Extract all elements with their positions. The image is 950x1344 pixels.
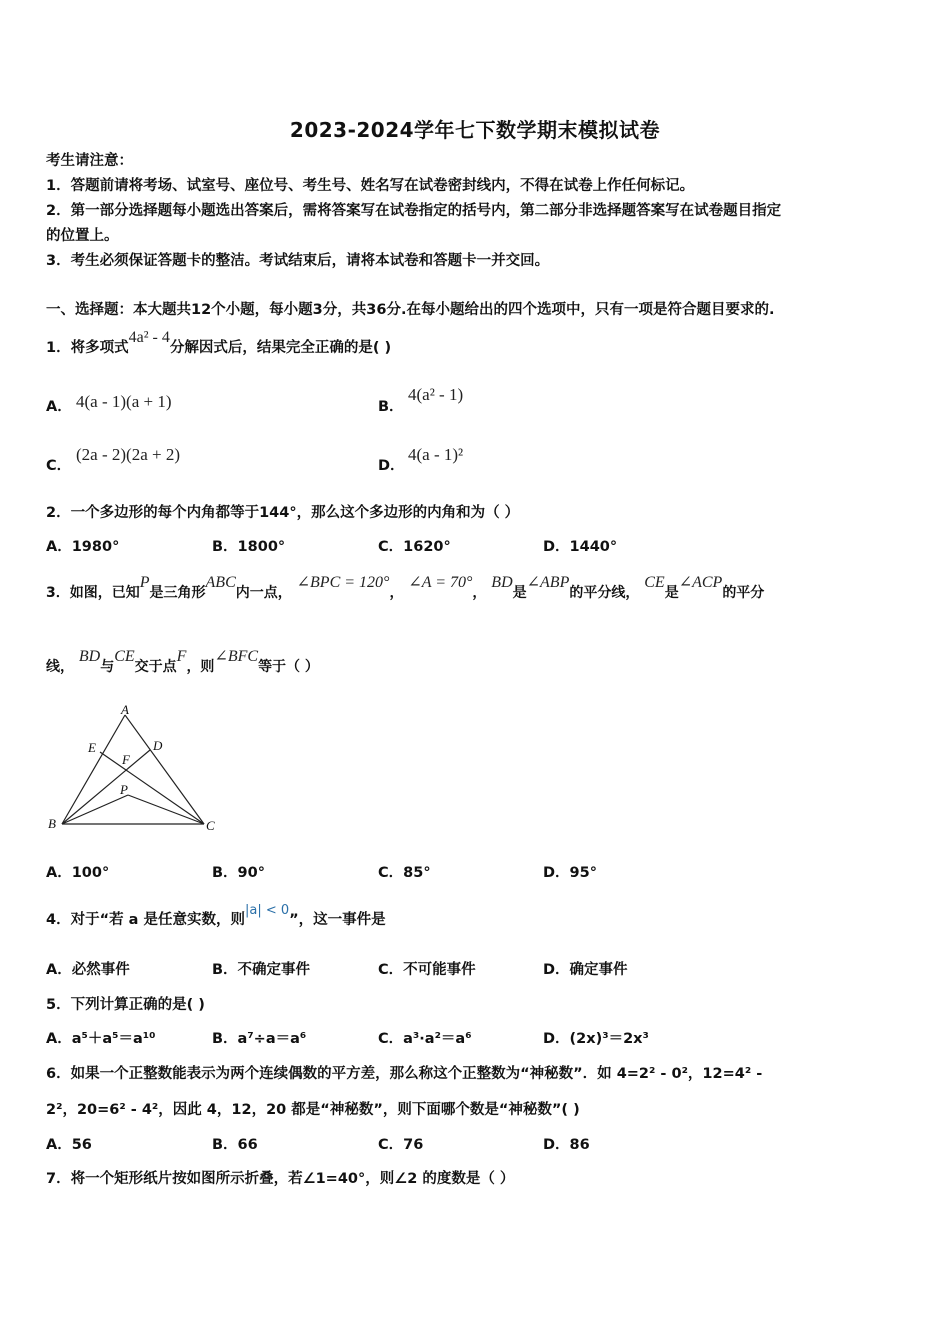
q3-option-d: D．95° (543, 865, 597, 881)
q3-option-a: A．100° (46, 865, 110, 881)
q5-option-b: B．a⁷÷a＝a⁶ (212, 1031, 307, 1047)
notice-item-3: 3．考生必须保证答题卡的整洁。考试结束后，请将本试卷和答题卡一并交回。 (46, 253, 550, 269)
question-2-stem: 2．一个多边形的每个内角都等于144°，那么这个多边形的内角和为（ ） (46, 505, 520, 521)
question-5-stem: 5．下列计算正确的是( ) (46, 997, 205, 1013)
q4-option-b: B．不确定事件 (212, 962, 311, 978)
q4-expression: |a| < 0 (245, 903, 290, 918)
q1-option-c: (2a - 2)(2a + 2) (76, 445, 180, 464)
q4-option-d: D．确定事件 (543, 962, 628, 978)
question-3-stem-line1: 3．如图，已知P是三角形ABC内一点， ∠BPC = 120°， ∠A = 70°， BD是∠ABP的平分线， CE是∠ACP的平分 (46, 574, 765, 601)
question-3-stem-line2: 线， BD与CE交于点F，则∠BFC等于（ ） (46, 648, 319, 675)
notice-item-2: 2．第一部分选择题每小题选出答案后，需将答案写在试卷指定的括号内，第二部分非选择题答案写在试卷题目指定 (46, 203, 782, 219)
segment-bp (62, 795, 128, 824)
q6-option-a: A．56 (46, 1137, 92, 1153)
q2-option-d: D．1440° (543, 539, 618, 555)
question-6-stem-line1: 6．如果一个正整数能表示为两个连续偶数的平方差，那么称这个正整数为“神秘数”．如 4=2² - 0²，12=4² - (46, 1066, 763, 1082)
point-label-p: P (120, 782, 128, 797)
q2-option-a: A．1980° (46, 539, 120, 555)
point-label-e: E (88, 740, 96, 755)
q4-option-a: A．必然事件 (46, 962, 130, 978)
q1-option-a-label: A． (46, 399, 72, 415)
question-1-stem: 1．将多项式4a² - 4分解因式后，结果完全正确的是( ) (46, 329, 392, 356)
notice-item-2-cont: 的位置上。 (46, 228, 119, 244)
question-7-stem: 7．将一个矩形纸片按如图所示折叠，若∠1=40°，则∠2 的度数是（ ） (46, 1171, 515, 1187)
q3-option-c: C．85° (378, 865, 431, 881)
q6-option-d: D．86 (543, 1137, 590, 1153)
q1-option-a: 4(a - 1)(a + 1) (76, 392, 172, 411)
q2-option-b: B．1800° (212, 539, 286, 555)
q5-option-a: A．a⁵＋a⁵＝a¹⁰ (46, 1031, 156, 1047)
question-4-stem: 4．对于“若 a 是任意实数，则|a| < 0”，这一事件是 (46, 903, 386, 928)
q1-option-b-label: B． (378, 399, 404, 415)
q5-option-c: C．a³·a²＝a⁶ (378, 1031, 472, 1047)
edge-ab (62, 715, 125, 824)
q2-option-c: C．1620° (378, 539, 451, 555)
notice-heading: 考生请注意： (46, 153, 133, 169)
q3-option-b: B．90° (212, 865, 265, 881)
q1-option-b: 4(a² - 1) (408, 385, 464, 404)
question-6-stem-line2: 2²，20=6² - 4²，因此 4，12，20 都是“神秘数”，则下面哪个数是“神秘数”( ) (46, 1102, 580, 1118)
segment-bd (62, 750, 150, 824)
page-title: 2023-2024学年七下数学期末模拟试卷 (289, 118, 661, 142)
vertex-label-b: B (48, 816, 56, 831)
q6-option-b: B．66 (212, 1137, 258, 1153)
q4-option-c: C．不可能事件 (378, 962, 476, 978)
section-heading: 一、选择题：本大题共12个小题，每小题3分，共36分.在每小题给出的四个选项中，只有一项是符合题目要求的. (46, 302, 775, 318)
q1-option-d: 4(a - 1)² (408, 445, 464, 464)
segment-ce (100, 752, 204, 824)
triangle-figure (44, 700, 224, 840)
edge-ac (125, 715, 204, 824)
q6-option-c: C．76 (378, 1137, 424, 1153)
q5-option-d: D．(2x)³＝2x³ (543, 1031, 649, 1047)
notice-item-1: 1．答题前请将考场、试室号、座位号、考生号、姓名写在试卷密封线内，不得在试卷上作任何标记。 (46, 178, 695, 194)
segment-cp (128, 795, 204, 824)
q1-option-c-label: C． (46, 458, 72, 474)
point-label-d: D (153, 738, 163, 753)
vertex-label-a: A (121, 702, 129, 717)
vertex-label-c: C (206, 818, 215, 833)
q1-polynomial: 4a² - 4 (128, 329, 170, 346)
point-label-f: F (122, 752, 130, 767)
q1-option-d-label: D． (378, 458, 405, 474)
